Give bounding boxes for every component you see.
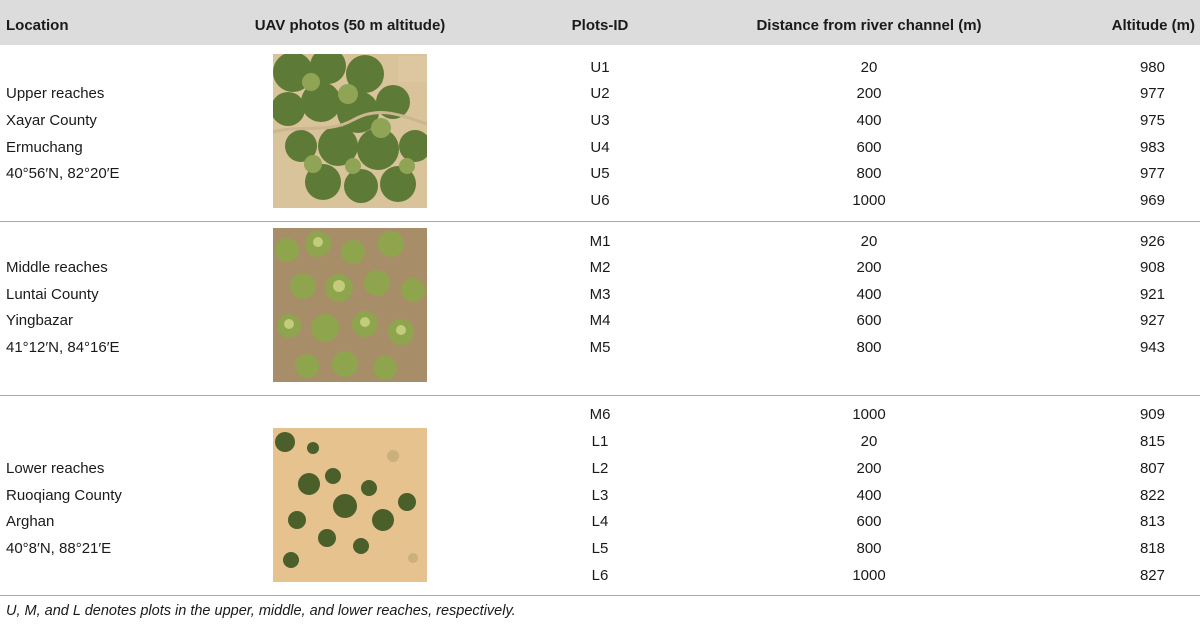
cell-altitude: 827: [1139, 567, 1165, 584]
cell-distance: 20: [860, 59, 878, 76]
cell-plot-id: L6: [591, 567, 609, 584]
cell-distance: 400: [856, 286, 882, 303]
cell-altitude: 977: [1139, 165, 1165, 182]
location-reach: Middle reaches: [6, 259, 108, 276]
cell-plot-id: L3: [591, 487, 609, 504]
location-county: Ruoqiang County: [6, 487, 122, 504]
cell-plot-id: M4: [589, 312, 611, 329]
cell-altitude: 969: [1139, 192, 1165, 209]
cell-plot-id: M2: [589, 259, 611, 276]
cell-distance: 1000: [852, 406, 886, 423]
location-county: Xayar County: [6, 112, 97, 129]
cell-plot-id: U6: [590, 192, 610, 209]
cell-plot-id: L1: [591, 433, 609, 450]
header-uav-photos: UAV photos (50 m altitude): [254, 17, 446, 34]
cell-distance: 600: [856, 139, 882, 156]
location-site: Ermuchang: [6, 139, 83, 156]
uav-photo-upper: [273, 54, 427, 208]
cell-distance: 400: [856, 112, 882, 129]
uav-photo-middle: [273, 228, 427, 382]
location-coordinates: 41°12′N, 84°16′E: [6, 339, 120, 356]
table-bottom-rule: [0, 595, 1200, 596]
cell-plot-id: U3: [590, 112, 610, 129]
cell-altitude: 927: [1139, 312, 1165, 329]
cell-altitude: 975: [1139, 112, 1165, 129]
cell-altitude: 813: [1139, 513, 1165, 530]
cell-altitude: 815: [1139, 433, 1165, 450]
cell-plot-id: L2: [591, 460, 609, 477]
cell-plot-id: L4: [591, 513, 609, 530]
cell-distance: 400: [856, 487, 882, 504]
cell-plot-id: U2: [590, 85, 610, 102]
cell-altitude: 909: [1139, 406, 1165, 423]
cell-altitude: 926: [1139, 233, 1165, 250]
cell-plot-id: L5: [591, 540, 609, 557]
cell-plot-id: M5: [589, 339, 611, 356]
cell-distance: 1000: [852, 192, 886, 209]
cell-plot-id: U4: [590, 139, 610, 156]
group-divider: [0, 221, 1200, 222]
location-reach: Lower reaches: [6, 460, 105, 477]
location-reach: Upper reaches: [6, 85, 105, 102]
cell-altitude: 921: [1139, 286, 1165, 303]
header-altitude: Altitude (m): [1111, 17, 1195, 34]
cell-distance: 200: [856, 85, 882, 102]
cell-plot-id: M1: [589, 233, 611, 250]
cell-distance: 800: [856, 339, 882, 356]
cell-altitude: 908: [1139, 259, 1165, 276]
cell-altitude: 818: [1139, 540, 1165, 557]
cell-altitude: 807: [1139, 460, 1165, 477]
cell-plot-id: U1: [590, 59, 610, 76]
location-coordinates: 40°56′N, 82°20′E: [6, 165, 120, 182]
location-site: Yingbazar: [6, 312, 73, 329]
cell-altitude: 980: [1139, 59, 1165, 76]
cell-altitude: 977: [1139, 85, 1165, 102]
cell-distance: 600: [856, 513, 882, 530]
cell-distance: 1000: [852, 567, 886, 584]
location-county: Luntai County: [6, 286, 99, 303]
location-coordinates: 40°8′N, 88°21′E: [6, 540, 112, 557]
cell-distance: 20: [860, 433, 878, 450]
group-divider: [0, 395, 1200, 396]
cell-distance: 800: [856, 165, 882, 182]
cell-plot-id: M6: [589, 406, 611, 423]
cell-plot-id: M3: [589, 286, 611, 303]
cell-altitude: 943: [1139, 339, 1165, 356]
header-plots-id: Plots-ID: [571, 17, 629, 34]
cell-distance: 200: [856, 259, 882, 276]
cell-distance: 800: [856, 540, 882, 557]
cell-altitude: 822: [1139, 487, 1165, 504]
cell-distance: 600: [856, 312, 882, 329]
table-footnote: U, M, and L denotes plots in the upper, middle, and lower reaches, respectively.: [6, 603, 516, 619]
cell-altitude: 983: [1139, 139, 1165, 156]
uav-photo-lower: [273, 428, 427, 582]
header-location: Location: [6, 17, 69, 34]
cell-distance: 20: [860, 233, 878, 250]
cell-plot-id: U5: [590, 165, 610, 182]
location-site: Arghan: [6, 513, 55, 530]
cell-distance: 200: [856, 460, 882, 477]
header-distance: Distance from river channel (m): [756, 17, 982, 34]
